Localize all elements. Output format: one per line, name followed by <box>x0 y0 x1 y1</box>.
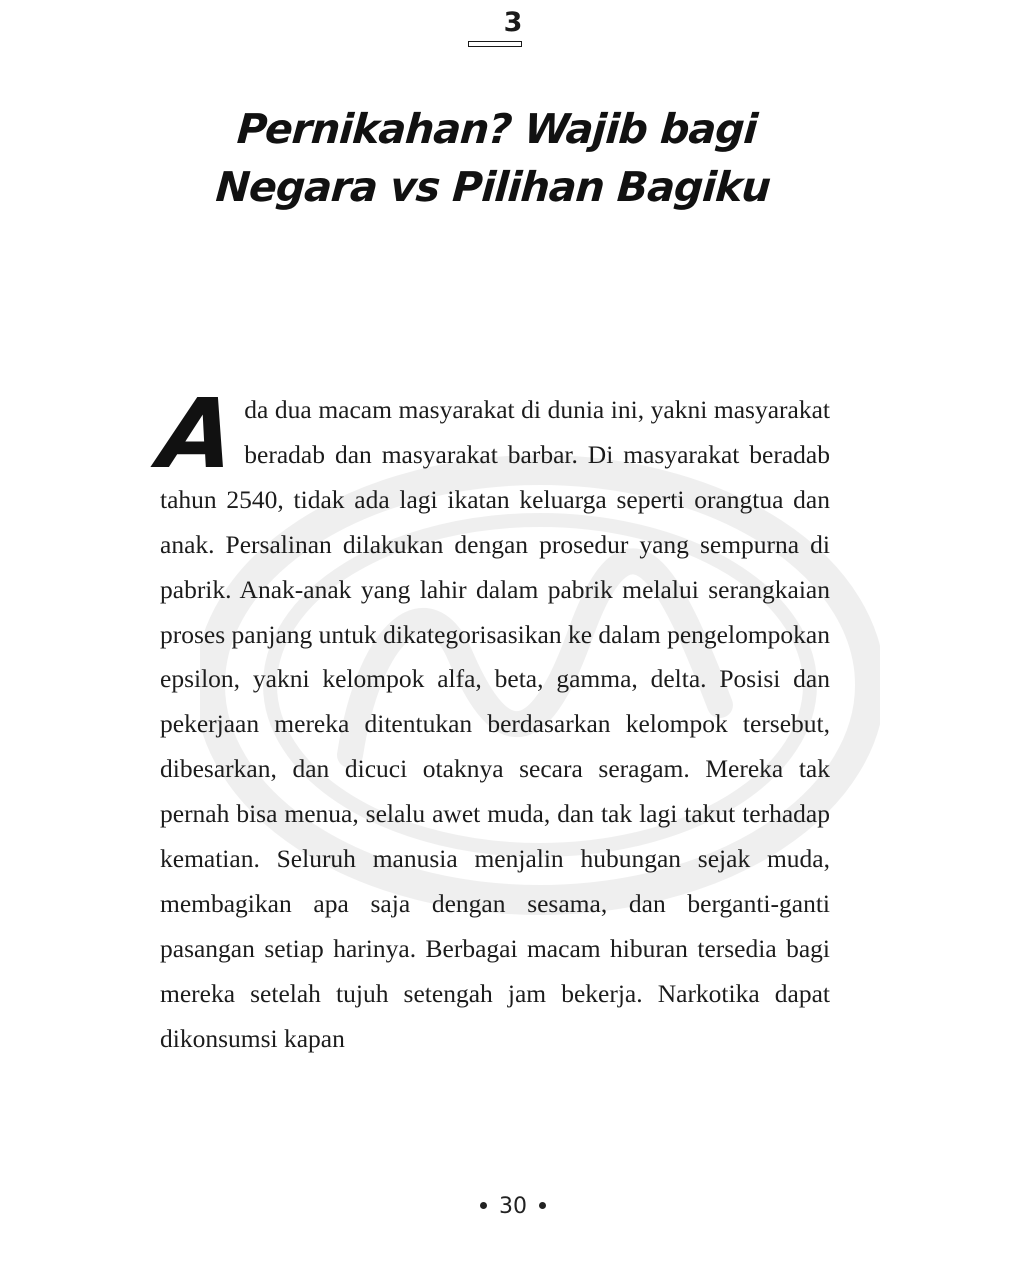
drop-cap: A <box>154 378 241 490</box>
body-paragraph <box>154 378 830 1062</box>
footer-dot-left <box>480 1202 487 1209</box>
paragraph-text: da dua macam masyarakat di dunia ini, yakni masyarakat beradab dan masyarakat barbar. Di masyarakat beradab tahun 2540, tidak ada lagi ikatan keluarga seperti orangtua dan anak. Persalinan dilakukan dengan prosedur yang sempurna di pabrik. Anak-anak yang lahir dalam pabrik melalui serangkaian proses panjang untuk dikategorisasikan ke dalam pengelompokan epsilon, yakni kelompok alfa, beta, gamma, delta. Posisi dan pekerjaan mereka ditentukan berdasarkan kelompok tersebut, dibesarkan, dan dicuci otaknya secara seragam. Mereka tak pernah bisa menua, selalu awet muda, dan tak lagi takut terhadap kematian. Seluruh manusia menjalin hubungan sejak muda, membagikan apa saja dengan sesama, dan berganti-ganti pasangan setiap harinya. Berbagai macam hiburan tersedia bagi mereka setelah tujuh setengah jam bekerja. Narkotika dapat dikonsumsi kapan <box>160 395 830 1053</box>
chapter-number-underline <box>468 41 522 47</box>
chapter-number: 3 <box>503 7 523 38</box>
chapter-title: Pernikahan? Wajib bagi Negara vs Pilihan Bagiku <box>214 105 772 211</box>
page-number: 30 <box>499 1194 527 1219</box>
footer-dot-right <box>539 1202 546 1209</box>
page-footer <box>0 1194 1026 1219</box>
